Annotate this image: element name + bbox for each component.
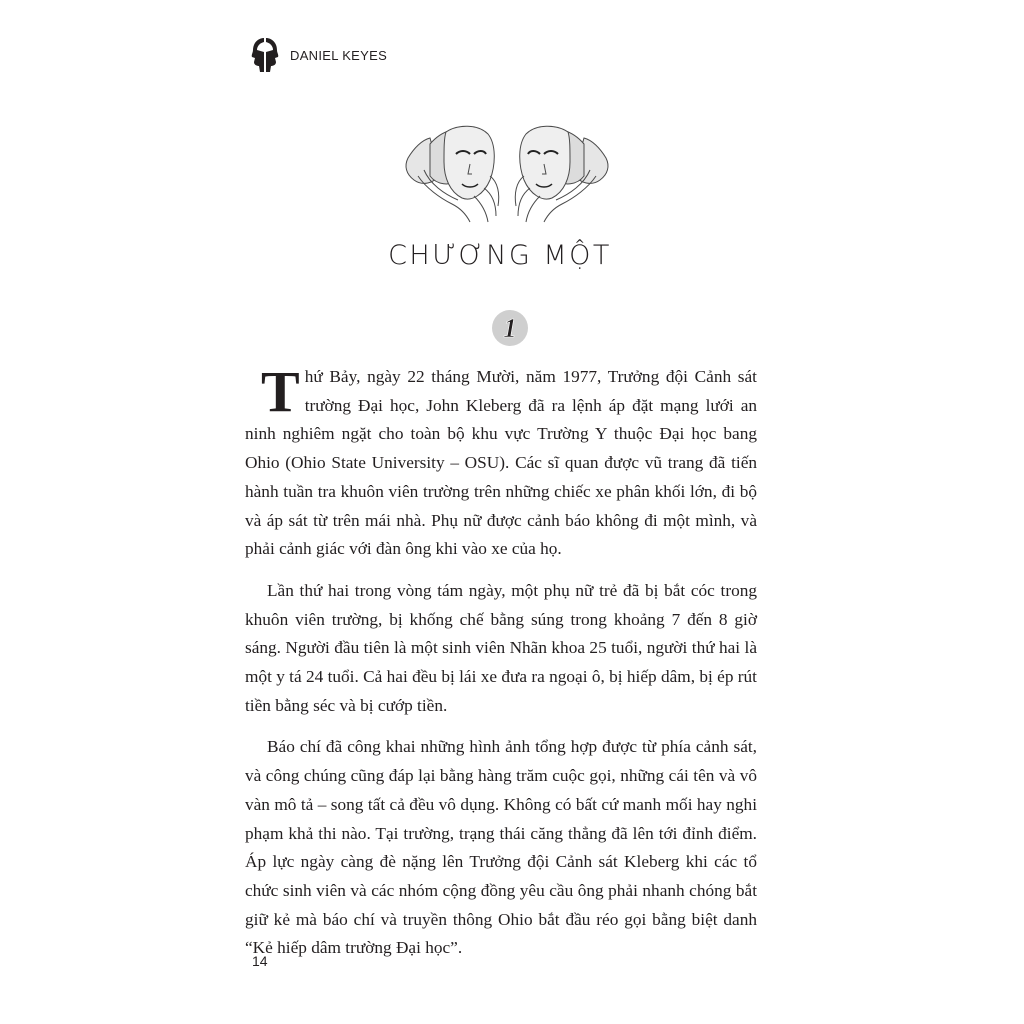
paragraph: Báo chí đã công khai những hình ảnh tổng hợp được từ phía cảnh sát, và công chúng cũng đáp lại bằng hàng trăm cuộc gọi, những cái tên và vô vàn mô tả – song tất cả đều vô dụng. Không có bất cứ manh mối hay nghi phạm khả thi nào. Tại trường, trạng thái căng thẳng đã lên tới đỉnh điểm. Áp lực ngày càng đè nặng lên Trưởng đội Cảnh sát Kleberg khi các tổ chức sinh viên và các nhóm cộng đồng yêu cầu ông phải nhanh chóng bắt giữ kẻ mà báo chí và truyền thông Ohio bắt đầu réo gọi bằng biệt danh “Kẻ hiếp dâm trường Đại học”.: [245, 737, 757, 958]
chapter-title: CHƯƠNG MỘT: [388, 240, 612, 271]
section-number-badge-icon: [490, 308, 530, 348]
twin-faces-logo-icon: [250, 36, 280, 74]
chapter-body: [245, 359, 757, 976]
running-header: [250, 36, 387, 74]
paragraph-text: hứ Bảy, ngày 22 tháng Mười, năm 1977, Trưởng đội Cảnh sát trường Đại học, John Kleberg đã ra lệnh áp đặt mạng lưới an ninh nghiêm ngặt cho toàn bộ khu vực Trường Y thuộc Đại học bang Ohio (Ohio State University – OSU). Các sĩ quan được vũ trang đã tiến hành tuần tra khuôn viên trường trên những chiếc xe phân khối lớn, đi bộ và áp sát từ trên mái nhà. Phụ nữ được cảnh báo không đi một mình, và phải cảnh giác với đàn ông khi vào xe của họ.: [245, 367, 757, 559]
paragraph: Lần thứ hai trong vòng tám ngày, một phụ nữ trẻ đã bị bắt cóc trong khuôn viên trường, bị khống chế bằng súng trong khoảng 7 đến 8 giờ sáng. Người đầu tiên là một sinh viên Nhãn khoa 25 tuổi, người thứ hai là một y tá 24 tuổi. Cả hai đều bị lái xe đưa ra ngoại ô, bị hiếp dâm, bị ép rút tiền bằng séc và bị cướp tiền.: [245, 580, 757, 715]
section-number: 1: [503, 313, 517, 343]
paragraph: [245, 359, 757, 564]
author-name: DANIEL KEYES: [290, 47, 388, 63]
page-number: 14: [252, 953, 268, 969]
theater-masks-with-hands-icon: [400, 118, 614, 224]
drop-cap: T: [261, 359, 300, 424]
